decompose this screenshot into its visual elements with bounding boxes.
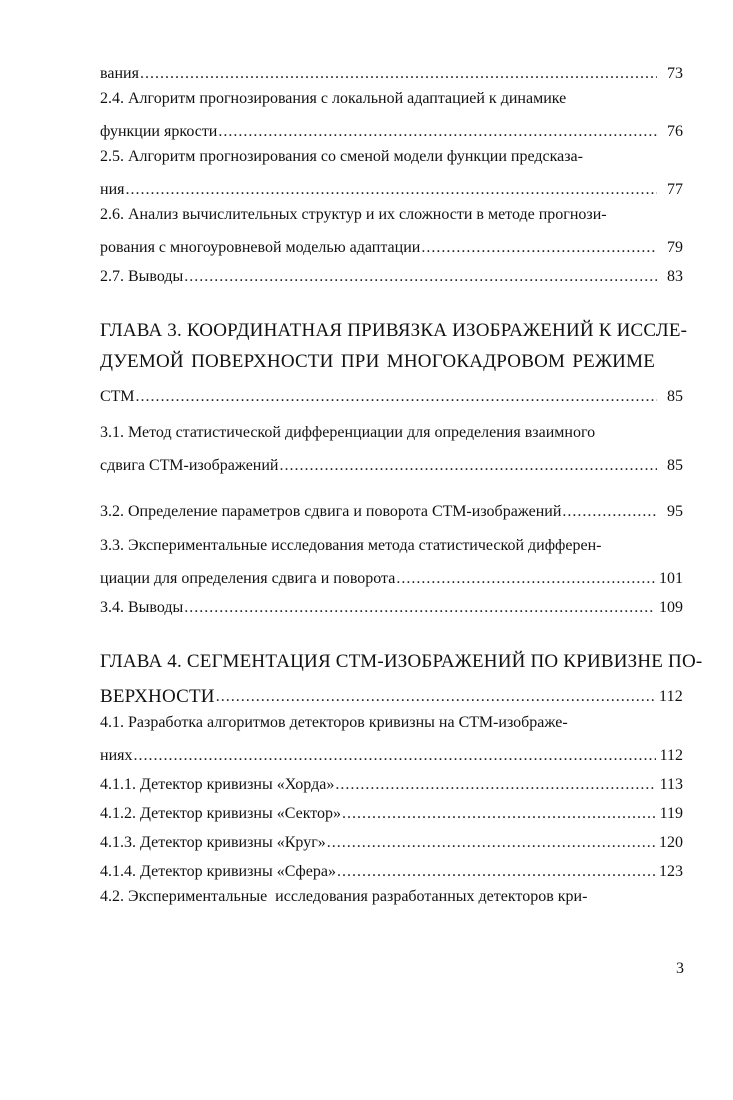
toc-entry-text: рования с многоуровневой моделью адаптации xyxy=(100,239,421,256)
toc-entry-title: 3.1. Метод статистической дифференциации для определения взаимного xyxy=(100,424,596,441)
chapter-4-heading: ГЛАВА 4. СЕГМЕНТАЦИЯ СТМ-ИЗОБРАЖЕНИЙ ПО КРИВИЗНЕ ПО- xyxy=(100,651,703,672)
toc-entry-title: 4.1. Разработка алгоритмов детекторов кривизны на СТМ-изображе- xyxy=(100,714,568,731)
toc-page-number: 85 xyxy=(667,388,683,405)
toc-entry xyxy=(100,800,683,824)
toc-page-number: 120 xyxy=(659,834,683,851)
dot-leader xyxy=(184,267,657,287)
toc-entry-title: 3.3. Экспериментальные исследования метода статистической дифферен- xyxy=(100,537,602,554)
toc-entry xyxy=(100,858,683,882)
dot-leader xyxy=(342,804,656,824)
dot-leader xyxy=(396,569,655,589)
toc-entry-text: ВЕРХНОСТИ xyxy=(100,686,215,707)
toc-entry-text: 4.1.1. Детектор кривизны «Хорда» xyxy=(100,776,335,793)
dot-leader xyxy=(337,862,655,882)
chapter-3-heading-line2: ДУЕМОЙ ПОВЕРХНОСТИ ПРИ МНОГОКАДРОВОМ РЕЖИМЕ xyxy=(100,351,655,372)
dot-leader xyxy=(125,180,657,200)
dot-leader xyxy=(335,775,655,795)
toc-entry-text: 3.2. Определение параметров сдвига и поворота СТМ-изображений xyxy=(100,503,562,520)
toc-entry-text: 2.7. Выводы xyxy=(100,268,184,285)
toc-entry-title: 2.4. Алгоритм прогнозирования с локальной адаптацией к динамике xyxy=(100,90,567,107)
dot-leader xyxy=(140,64,657,84)
page-number: 3 xyxy=(676,960,684,977)
toc-entry-text: сдвига СТМ-изображений xyxy=(100,457,279,474)
toc-entry-text: 4.1.4. Детектор кривизны «Сфера» xyxy=(100,863,336,880)
toc-entry-text: СТМ xyxy=(100,388,135,405)
toc-entry-text: 4.1.3. Детектор кривизны «Круг» xyxy=(100,834,326,851)
dot-leader xyxy=(327,833,655,853)
toc-entry-title: 2.5. Алгоритм прогнозирования со сменой модели функции предсказа- xyxy=(100,148,583,165)
toc-entry-text: 3.4. Выводы xyxy=(100,599,184,616)
toc-entry-text: 4.1.2. Детектор кривизны «Сектор» xyxy=(100,805,342,822)
toc-entry-text: вания xyxy=(100,65,139,82)
dot-leader xyxy=(421,238,657,258)
toc-page-number: 109 xyxy=(659,599,683,616)
toc-entry xyxy=(100,498,683,522)
toc-entry xyxy=(100,565,683,589)
toc-page-number: 76 xyxy=(667,123,683,140)
toc-page-number: 101 xyxy=(659,570,683,587)
toc-entry-text: ния xyxy=(100,181,125,198)
dot-leader xyxy=(133,746,655,766)
toc-entry xyxy=(100,594,683,618)
dot-leader xyxy=(135,387,657,407)
toc-entry xyxy=(100,742,683,766)
chapter-3-heading: ГЛАВА 3. КООРДИНАТНАЯ ПРИВЯЗКА ИЗОБРАЖЕНИЙ К ИССЛЕ- xyxy=(100,320,688,341)
toc-page-number: 73 xyxy=(667,65,683,82)
dot-leader xyxy=(279,456,657,476)
dot-leader xyxy=(216,687,655,707)
toc-entry-text: циации для определения сдвига и поворота xyxy=(100,570,396,587)
toc-page-number: 79 xyxy=(667,239,683,256)
toc-entry xyxy=(100,829,683,853)
toc-entry xyxy=(100,683,683,707)
toc-entry xyxy=(100,771,683,795)
toc-page-number: 83 xyxy=(667,268,683,285)
toc-entry xyxy=(100,176,683,200)
toc-entry xyxy=(100,234,683,258)
toc-entry-title: 4.2. Экспериментальные исследования разработанных детекторов кри- xyxy=(100,888,588,905)
toc-page-number: 123 xyxy=(659,863,683,880)
toc-page-number: 85 xyxy=(667,457,683,474)
toc-page-number: 77 xyxy=(667,181,683,198)
dot-leader xyxy=(184,598,655,618)
toc-page-number: 113 xyxy=(659,776,683,793)
toc-entry xyxy=(100,118,683,142)
dot-leader xyxy=(218,122,657,142)
toc-entry xyxy=(100,263,683,287)
toc-entry xyxy=(100,60,683,84)
toc-page-number: 119 xyxy=(659,805,683,822)
toc-page-number: 112 xyxy=(658,688,683,705)
toc-entry xyxy=(100,383,683,407)
toc-page-number: 95 xyxy=(667,503,683,520)
toc-page-number: 112 xyxy=(659,747,683,764)
toc-entry-title: 2.6. Анализ вычислительных структур и их сложности в методе прогнози- xyxy=(100,206,607,223)
dot-leader xyxy=(562,502,657,522)
toc-entry xyxy=(100,452,683,476)
toc-entry-text: ниях xyxy=(100,747,133,764)
toc-entry-text: функции яркости xyxy=(100,123,218,140)
